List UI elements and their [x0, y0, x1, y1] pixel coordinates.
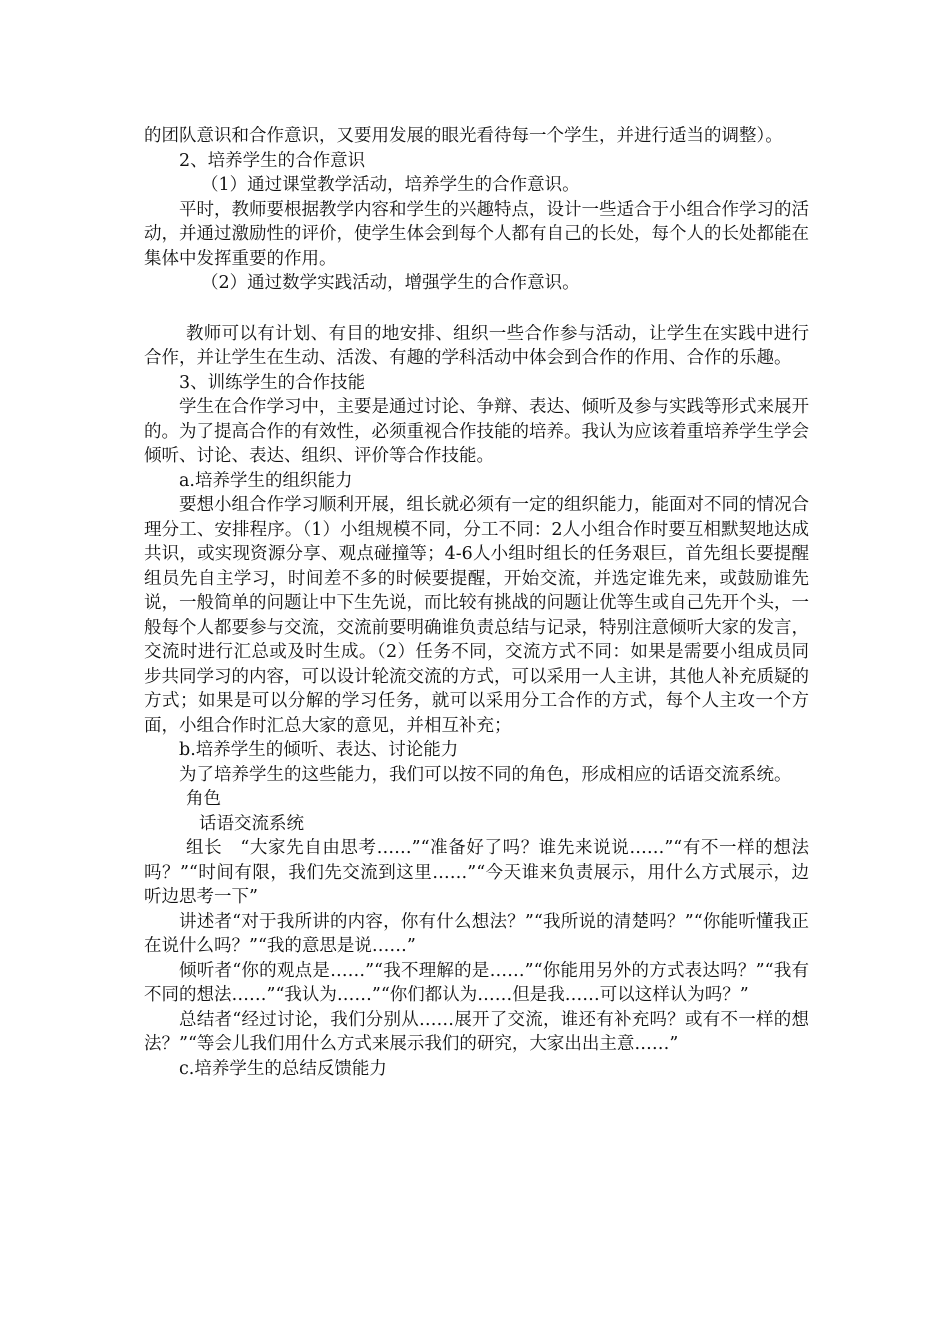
paragraph-classroom-activities: 平时，教师要根据教学内容和学生的兴趣特点，设计一些适合于小组合作学习的活动，并通过激励性的评价，使学生体会到每个人都有自己的长处，每个人的长处都能在集体中发挥重要的作用。 [144, 199, 809, 269]
role-leader: 组长 “大家先自由思考……”“准备好了吗？谁先来说说……”“有不一样的想法吗？”“时间有限，我们先交流到这里……”“今天谁来负责展示，用什么方式展示，边听边思考一下” [144, 838, 809, 907]
heading-organizational-ability: a.培养学生的组织能力 [179, 470, 353, 491]
paragraph-organizational-ability: 要想小组合作学习顺利开展，组长就必须有一定的组织能力，能面对不同的情况合理分工、安排程序。（1）小组规模不同，分工不同：2人小组合作时要互相默契地达成共识，或实现资源分享、观点碰撞等；4-6人小组时组长的任务艰巨，首先组长要提醒组员先自主学习，时间差不多的时候要提醒，开始交流，并选定谁先来，或鼓励谁先说，一般简单的问题让中下生先说，而比较有挑战的问题让优等生或自己先开个头，一般每个人都要参与交流，交流前要明确谁负责总结与记录，特别注意倾听大家的发言，交流时进行汇总或及时生成。（2）任务不同，交流方式不同：如果是需要小组成员同步共同学习的内容，可以设计轮流交流的方式，可以采用一人主讲，其他人补充质疑的方式；如果是可以分解的学习任务，就可以采用分工合作的方式，每个人主攻一个方面，小组合作时汇总大家的意见，并相互补充； [144, 495, 809, 736]
role-listener: 倾听者“你的观点是……”“我不理解的是……”“你能用另外的方式表达吗？”“我有不同的想法……”“我认为……”“你们都认为……但是我……可以这样认为吗？” [144, 960, 809, 1005]
table-header-discourse-system: 话语交流系统 [199, 813, 304, 834]
paragraph-cooperation-skills: 学生在合作学习中，主要是通过讨论、争辩、表达、倾听及参与实践等形式来展开的。为了提高合作的有效性，必须重视合作技能的培养。我认为应该着重培养学生学会倾听、讨论、表达、组织、评价等合作技能。 [144, 397, 809, 466]
document-page [144, 124, 809, 1081]
subheading-math-practice: （2）通过数学实践活动，增强学生的合作意识。 [201, 273, 580, 293]
role-speaker: 讲述者“对于我所讲的内容，你有什么想法？”“我所说的清楚吗？”“你能听懂我正在说什么吗？”“我的意思是说……” [144, 911, 809, 956]
subheading-classroom-activities: （1）通过课堂教学活动，培养学生的合作意识。 [201, 175, 580, 195]
heading-summary-feedback-ability: c.培养学生的总结反馈能力 [179, 1058, 387, 1079]
role-summarizer: 总结者“经过讨论，我们分别从……展开了交流，谁还有补充吗？或有不一样的想法？”“等会儿我们用什么方式来展示我们的研究，大家出出主意……” [144, 1009, 809, 1054]
paragraph-practice-activities: 教师可以有计划、有目的地安排、组织一些合作参与活动，让学生在实践中进行合作，并让学生在生动、活泼、有趣的学科活动中体会到合作的作用、合作的乐趣。 [144, 323, 809, 368]
heading-train-cooperation-skills: 3、训练学生的合作技能 [179, 372, 366, 393]
blank-line [144, 296, 809, 322]
table-header-role: 角色 [186, 789, 221, 809]
paragraph-continuation: 的团队意识和合作意识，又要用发展的眼光看待每一个学生，并进行适当的调整）。 [144, 126, 783, 146]
paragraph-discourse-system-intro: 为了培养学生的这些能力，我们可以按不同的角色，形成相应的话语交流系统。 [179, 764, 792, 785]
heading-listening-expression-discussion: b.培养学生的倾听、表达、讨论能力 [179, 740, 459, 760]
heading-cultivate-cooperation-awareness: 2、培养学生的合作意识 [179, 150, 366, 171]
